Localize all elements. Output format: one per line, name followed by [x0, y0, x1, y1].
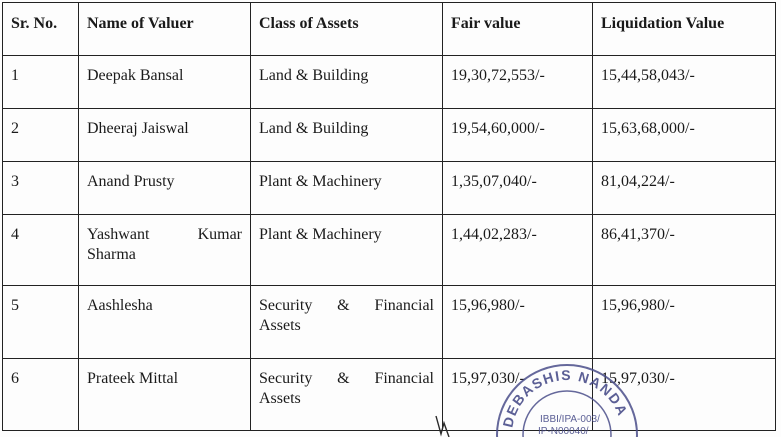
cell-asset-class: Plant & Machinery	[251, 215, 443, 286]
cell-valuer-name	[79, 215, 251, 286]
cell-sr-no: 1	[3, 56, 79, 109]
table-row	[3, 359, 776, 431]
seal-registration-line-2: IP-N00040/	[538, 426, 589, 437]
asset-class-line-2: Assets	[259, 390, 301, 407]
valuation-table	[2, 2, 776, 431]
table-header-row	[3, 3, 776, 56]
cell-fair-value: 1,44,02,283/-	[443, 215, 593, 286]
table-row	[3, 215, 776, 286]
asset-class-line-1: Security & Financial	[259, 297, 434, 314]
valuer-name-line-1: Yashwant Kumar	[87, 226, 242, 243]
cell-asset-class: Land & Building	[251, 56, 443, 109]
cell-liquidation-value: 15,44,58,043/-	[593, 56, 776, 109]
table-row	[3, 162, 776, 215]
cell-valuer-name: Anand Prusty	[79, 162, 251, 215]
cell-liquidation-value: 81,04,224/-	[593, 162, 776, 215]
cell-asset-class: Land & Building	[251, 109, 443, 162]
header-liquidation-value: Liquidation Value	[593, 3, 776, 56]
cell-sr-no: 4	[3, 215, 79, 286]
cell-liquidation-value: 15,63,68,000/-	[593, 109, 776, 162]
cell-fair-value: 15,96,980/-	[443, 286, 593, 359]
cell-fair-value: 1,35,07,040/-	[443, 162, 593, 215]
cell-sr-no: 6	[3, 359, 79, 431]
valuer-name-line-2: Sharma	[87, 246, 136, 263]
cell-fair-value: 15,97,030/-	[443, 359, 593, 431]
cell-liquidation-value: 15,96,980/-	[593, 286, 776, 359]
header-sr-no: Sr. No.	[3, 3, 79, 56]
asset-class-line-1: Security & Financial	[259, 370, 434, 387]
cell-valuer-name: Deepak Bansal	[79, 56, 251, 109]
seal-registration-line-1: IBBI/IPA-003/	[540, 414, 600, 425]
cell-asset-class: Plant & Machinery	[251, 162, 443, 215]
cell-liquidation-value: 86,41,370/-	[593, 215, 776, 286]
table-row	[3, 56, 776, 109]
cell-valuer-name: Prateek Mittal	[79, 359, 251, 431]
header-name-of-valuer: Name of Valuer	[79, 3, 251, 56]
header-fair-value: Fair value	[443, 3, 593, 56]
asset-class-line-2: Assets	[259, 317, 301, 334]
cell-sr-no: 5	[3, 286, 79, 359]
header-class-of-assets: Class of Assets	[251, 3, 443, 56]
cell-sr-no: 2	[3, 109, 79, 162]
seal-name: DEBASHIS NANDA	[499, 366, 632, 429]
cell-fair-value: 19,30,72,553/-	[443, 56, 593, 109]
table-row	[3, 286, 776, 359]
cell-valuer-name: Dheeraj Jaiswal	[79, 109, 251, 162]
cell-sr-no: 3	[3, 162, 79, 215]
table-row	[3, 109, 776, 162]
cell-asset-class	[251, 286, 443, 359]
cell-liquidation-value: 15,97,030/-	[593, 359, 776, 431]
cell-fair-value: 19,54,60,000/-	[443, 109, 593, 162]
cell-asset-class	[251, 359, 443, 431]
cell-valuer-name: Aashlesha	[79, 286, 251, 359]
